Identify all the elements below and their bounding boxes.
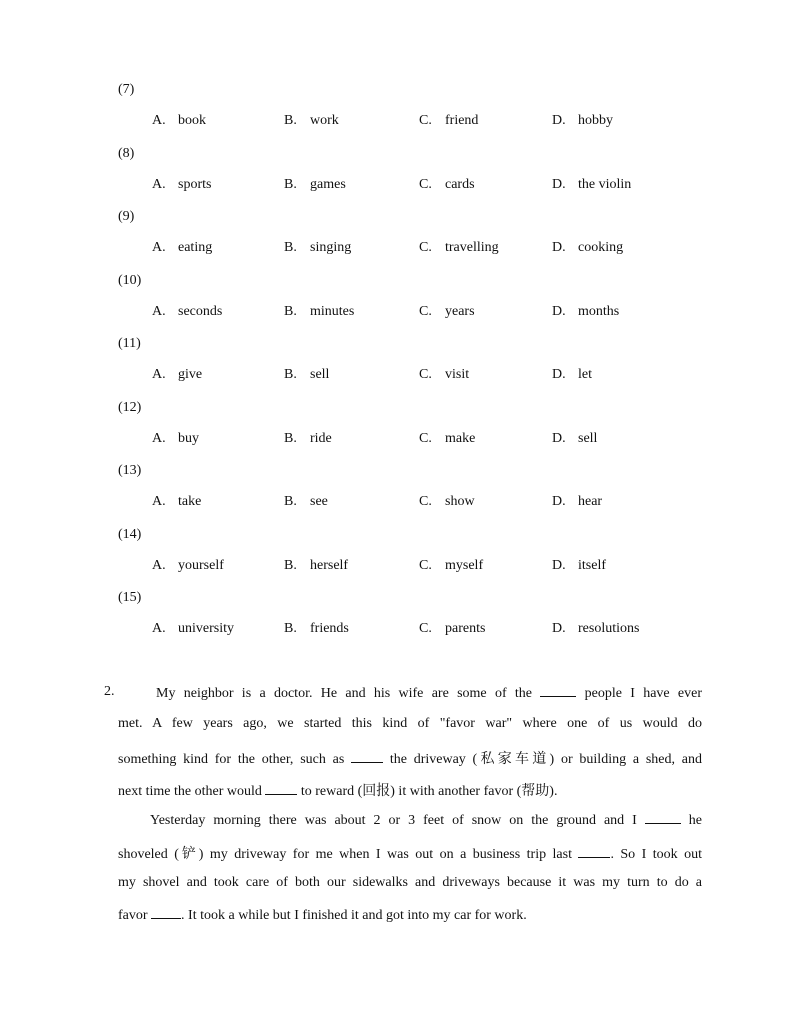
question-number: (9): [118, 209, 135, 224]
passage-text: something kind for the other, such as: [118, 752, 352, 767]
passage-line: [118, 716, 702, 732]
option-letter: B.: [284, 367, 297, 382]
option-letter: A.: [152, 113, 166, 128]
answer-option[interactable]: [152, 621, 234, 637]
option-text: resolutions: [578, 621, 640, 636]
question-number: (12): [118, 399, 142, 415]
answer-option[interactable]: [552, 367, 592, 383]
option-letter: C.: [419, 240, 432, 255]
answer-option[interactable]: [284, 431, 332, 447]
passage-text: . It took a while but I finished it and got into my car for work.: [181, 908, 527, 923]
answer-option[interactable]: [284, 558, 348, 574]
option-text: show: [445, 494, 475, 509]
option-letter: B.: [284, 303, 297, 319]
answer-option[interactable]: [552, 240, 623, 256]
option-letter: C.: [419, 113, 432, 128]
passage-text: met. A few years ago, we started this kind of "favor war" where one of us would do: [118, 716, 702, 731]
passage-line: [118, 843, 702, 863]
answer-option[interactable]: [419, 113, 478, 129]
passage-text: next time the other would: [118, 784, 266, 799]
option-letter: A.: [152, 494, 166, 509]
option-letter: B.: [284, 113, 297, 128]
option-text: hear: [578, 494, 603, 509]
option-letter: D.: [552, 621, 566, 636]
answer-blank[interactable]: [351, 750, 383, 763]
passage-text: my shovel and took care of both our sidewalks and driveways because it was my turn to do a: [118, 875, 702, 890]
option-letter: B.: [284, 240, 297, 255]
answer-option[interactable]: [552, 494, 602, 510]
answer-option[interactable]: [152, 367, 202, 383]
answer-blank[interactable]: [645, 811, 681, 824]
answer-option[interactable]: [419, 367, 469, 383]
option-letter: D.: [552, 367, 566, 382]
option-letter: A.: [152, 557, 166, 573]
option-letter: A.: [152, 240, 166, 255]
question-number: (7): [118, 82, 135, 97]
question-number: (10): [118, 272, 142, 288]
option-text: parents: [445, 621, 486, 636]
question-number: (11): [118, 336, 141, 351]
passage-text: to reward (回报) it with another favor (帮助).: [297, 784, 558, 799]
answer-blank[interactable]: [540, 684, 576, 697]
answer-option[interactable]: [152, 113, 206, 129]
passage-text: shoveled (铲) my driveway for me when I was out on a business trip last: [118, 847, 579, 862]
option-text: yourself: [178, 557, 224, 573]
passage-text: My neighbor is a doctor. He and his wife are some of the: [156, 686, 541, 701]
passage-line: [150, 811, 702, 829]
option-text: university: [178, 621, 234, 636]
answer-option[interactable]: [152, 240, 212, 256]
passage-text: people I have ever: [576, 686, 703, 701]
option-letter: D.: [552, 557, 566, 573]
option-letter: D.: [552, 494, 566, 509]
answer-option[interactable]: [419, 240, 499, 256]
option-text: eating: [178, 240, 213, 255]
option-text: hobby: [578, 113, 613, 128]
answer-option[interactable]: [419, 177, 475, 193]
passage-line: [118, 748, 702, 768]
option-letter: D.: [552, 113, 566, 128]
option-text: let: [578, 367, 592, 382]
option-text: make: [445, 430, 476, 446]
option-letter: D.: [552, 303, 566, 319]
option-letter: B.: [284, 621, 297, 636]
answer-option[interactable]: [284, 621, 349, 637]
answer-option[interactable]: [284, 113, 339, 129]
question-number: (14): [118, 526, 142, 542]
option-letter: C.: [419, 303, 432, 319]
passage-text: he: [680, 813, 703, 828]
option-text: the violin: [578, 176, 632, 192]
option-text: work: [310, 113, 339, 128]
option-text: myself: [445, 557, 484, 573]
option-letter: C.: [419, 176, 432, 192]
option-text: buy: [178, 430, 199, 446]
option-text: months: [578, 303, 620, 319]
answer-option[interactable]: [419, 621, 485, 637]
answer-option[interactable]: [284, 177, 346, 193]
option-letter: A.: [152, 367, 166, 382]
answer-blank[interactable]: [151, 906, 181, 919]
option-text: sell: [578, 430, 598, 446]
answer-option[interactable]: [152, 558, 224, 574]
option-letter: D.: [552, 240, 566, 255]
option-letter: C.: [419, 621, 432, 636]
answer-option[interactable]: [552, 113, 613, 129]
answer-option[interactable]: [419, 494, 475, 510]
option-text: cooking: [578, 240, 624, 255]
option-text: singing: [310, 240, 352, 255]
option-text: cards: [445, 176, 475, 192]
option-letter: C.: [419, 557, 432, 573]
option-text: friends: [310, 621, 349, 636]
option-letter: C.: [419, 430, 432, 446]
answer-option[interactable]: [552, 621, 639, 637]
option-letter: C.: [419, 367, 432, 382]
option-letter: A.: [152, 303, 166, 319]
answer-option[interactable]: [419, 558, 483, 574]
option-text: give: [178, 367, 203, 382]
answer-blank[interactable]: [578, 845, 610, 858]
option-text: friend: [445, 113, 479, 128]
question-number: (8): [118, 145, 135, 161]
answer-option[interactable]: [552, 304, 619, 320]
answer-option[interactable]: [152, 431, 199, 447]
answer-option[interactable]: [284, 494, 328, 510]
option-text: seconds: [178, 303, 223, 319]
answer-option[interactable]: [552, 177, 631, 193]
option-letter: B.: [284, 557, 297, 573]
option-text: take: [178, 494, 202, 509]
passage-line: [118, 780, 702, 800]
option-letter: A.: [152, 430, 166, 446]
option-letter: A.: [152, 176, 166, 192]
option-text: itself: [578, 557, 606, 573]
option-text: book: [178, 113, 206, 128]
answer-option[interactable]: [419, 431, 475, 447]
answer-option[interactable]: [152, 494, 201, 510]
answer-option[interactable]: [552, 558, 606, 574]
passage-number: 2.: [104, 684, 115, 699]
answer-option[interactable]: [152, 304, 222, 320]
passage-text: favor: [118, 908, 152, 923]
option-letter: C.: [419, 494, 432, 509]
option-letter: B.: [284, 430, 297, 446]
option-text: travelling: [445, 240, 499, 255]
option-text: sell: [310, 367, 330, 382]
option-text: years: [445, 303, 475, 319]
option-letter: A.: [152, 621, 166, 636]
answer-option[interactable]: [284, 240, 351, 256]
passage-text: the driveway (私家车道) or building a shed, and: [383, 752, 702, 767]
option-text: see: [310, 494, 328, 509]
option-text: minutes: [310, 303, 355, 319]
answer-option[interactable]: [284, 367, 329, 383]
option-letter: D.: [552, 176, 566, 192]
option-text: ride: [310, 430, 332, 446]
option-letter: D.: [552, 430, 566, 446]
question-number: (15): [118, 590, 142, 605]
option-text: visit: [445, 367, 470, 382]
option-text: games: [310, 176, 346, 192]
passage-line: [118, 906, 702, 924]
option-letter: B.: [284, 494, 297, 509]
answer-blank[interactable]: [265, 782, 297, 795]
passage-line: [156, 684, 702, 702]
passage-text: Yesterday morning there was about 2 or 3 feet of snow on the ground and I: [150, 813, 645, 828]
option-letter: B.: [284, 176, 297, 192]
passage-line: [118, 875, 702, 891]
answer-option[interactable]: [284, 304, 354, 320]
option-text: sports: [178, 176, 212, 192]
answer-option[interactable]: [419, 304, 475, 320]
option-text: herself: [310, 557, 349, 573]
question-number: (13): [118, 463, 142, 478]
answer-option[interactable]: [152, 177, 211, 193]
passage-text: . So I took out: [610, 847, 702, 862]
answer-option[interactable]: [552, 431, 597, 447]
